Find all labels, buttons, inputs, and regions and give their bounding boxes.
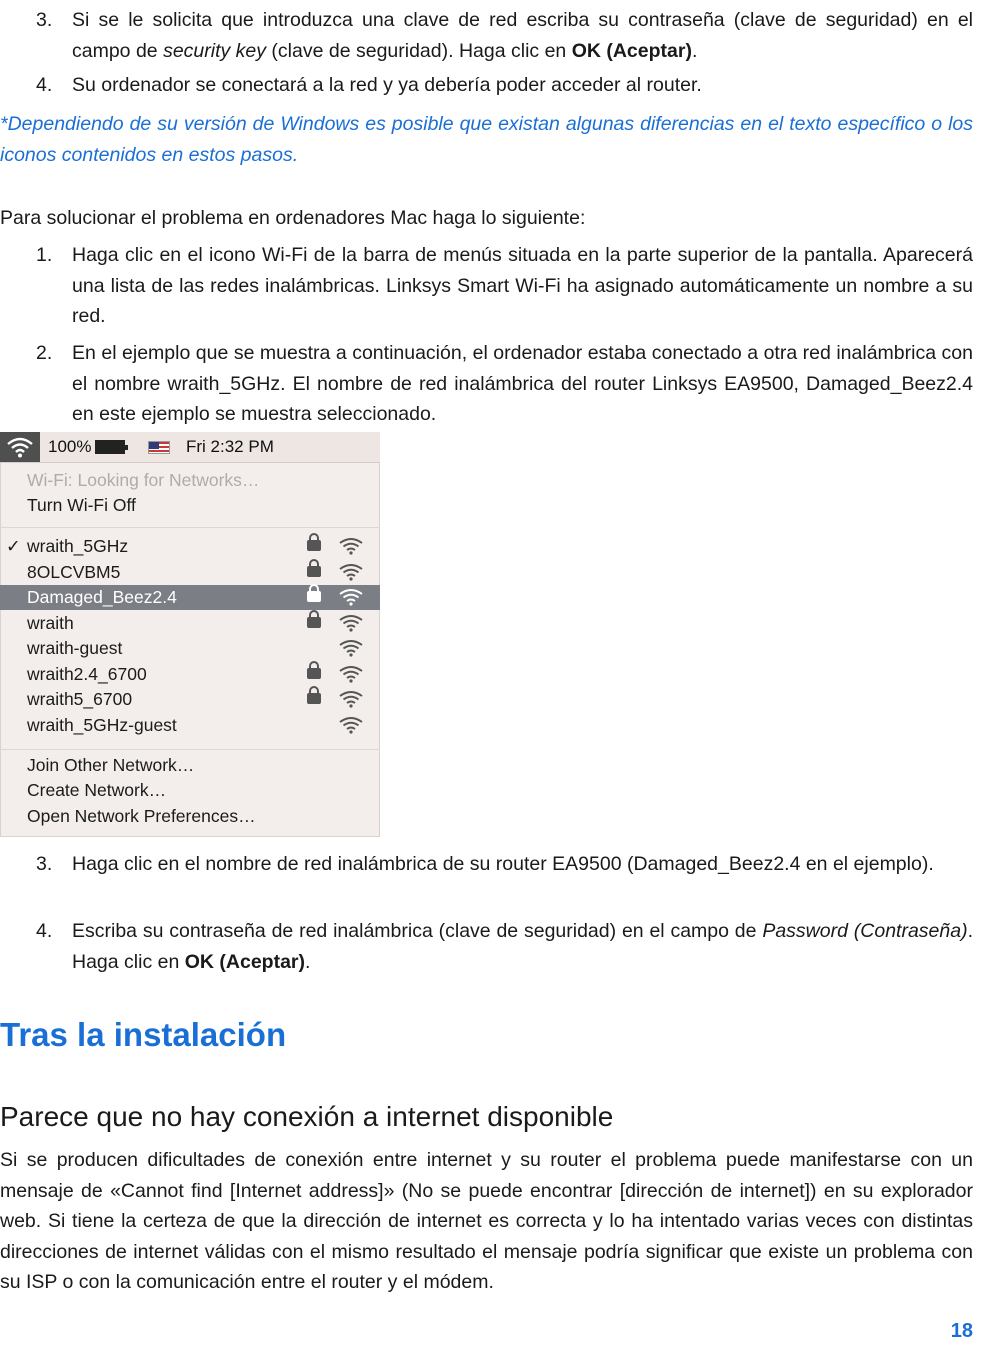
network-item[interactable] xyxy=(0,560,380,585)
create-network-item[interactable]: Create Network… xyxy=(27,780,167,800)
list-text: En el ejemplo que se muestra a continuación, el ordenador estaba conectado a otra red inalámbrica con el nombre wraith_5GHz. El nombre de red inalámbrica del router Linksys EA9500, Damaged_Beez2.4 en este ejemplo se muestra seleccionado. xyxy=(72,342,973,425)
clock[interactable]: Fri 2:32 PM xyxy=(186,437,274,456)
network-item[interactable] xyxy=(0,534,380,559)
wifi-menu-icon[interactable] xyxy=(0,432,40,462)
list-item xyxy=(36,916,973,977)
list-text: Su ordenador se conectará a la red y ya debería poder acceder al router. xyxy=(72,74,702,96)
list-text: Haga clic en el nombre de red inalámbrica de su router EA9500 (Damaged_Beez2.4 en el ejemplo). xyxy=(72,853,934,875)
lock-icon xyxy=(307,617,321,628)
wifi-menu-screenshot xyxy=(0,432,380,837)
wifi-signal-icon xyxy=(338,638,364,658)
list-item xyxy=(36,338,973,430)
network-name: wraith_5GHz xyxy=(27,536,129,556)
network-item[interactable] xyxy=(0,713,380,738)
network-name: wraith-guest xyxy=(27,638,123,658)
list-number: 2. xyxy=(36,342,53,364)
lock-icon xyxy=(307,540,321,551)
network-name: wraith xyxy=(27,612,74,633)
network-name: wraith2.4_6700 xyxy=(27,663,147,684)
section-title: Tras la instalación xyxy=(0,1016,287,1053)
list-number: 3. xyxy=(36,9,53,31)
mac-intro: Para solucionar el problema en ordenadores Mac haga lo siguiente: xyxy=(0,207,586,229)
wifi-signal-icon xyxy=(338,587,364,607)
list-item xyxy=(36,70,973,101)
list-item xyxy=(36,849,973,880)
list-item xyxy=(36,240,973,332)
join-other-network-item[interactable]: Join Other Network… xyxy=(27,755,195,775)
battery-percent: 100% xyxy=(48,437,92,456)
list-number: 1. xyxy=(36,244,53,266)
network-item[interactable] xyxy=(0,585,380,610)
list-number: 4. xyxy=(36,74,53,96)
checkmark-icon: ✓ xyxy=(6,536,21,556)
page-number: 18 xyxy=(950,1320,973,1342)
menu-separator xyxy=(0,749,380,750)
wifi-signal-icon xyxy=(338,613,364,633)
network-name: wraith_5GHz-guest xyxy=(27,714,177,735)
lock-icon xyxy=(307,591,321,602)
mac-menu-bar xyxy=(0,432,380,463)
subsection-title: Parece que no hay conexión a internet disponible xyxy=(0,1101,614,1132)
network-name: wraith5_6700 xyxy=(27,689,133,709)
list-text: Haga clic en el icono Wi-Fi de la barra de menús situada en la parte superior de la pantalla. Aparecerá una lista de las redes inalámbricas. Linksys Smart Wi-Fi ha asignado automáticamente un nombre a su red. xyxy=(72,244,973,327)
network-item[interactable] xyxy=(0,662,380,687)
list-text: Si se le solicita que introduzca una clave de red escriba su contraseña (clave de seguridad) en el campo de security key (clave de seguridad). Haga clic en OK (Aceptar). xyxy=(72,9,973,62)
network-name: 8OLCVBM5 xyxy=(27,561,121,582)
list-text: Escriba su contraseña de red inalámbrica (clave de seguridad) en el campo de Password (Contraseña). Haga clic en OK (Aceptar). xyxy=(72,920,973,973)
wifi-signal-icon xyxy=(338,715,364,735)
battery-icon[interactable] xyxy=(95,440,125,454)
wifi-signal-icon xyxy=(338,689,364,709)
wifi-signal-icon xyxy=(338,562,364,582)
wifi-status: Wi-Fi: Looking for Networks… xyxy=(27,470,260,490)
network-item[interactable] xyxy=(0,611,380,636)
windows-note: *Dependiendo de su versión de Windows es posible que existan algunas diferencias en el texto específico o los iconos contenidos en estos pasos. xyxy=(0,113,973,166)
lock-icon xyxy=(307,693,321,704)
menu-separator xyxy=(0,527,380,528)
us-flag-icon[interactable] xyxy=(148,441,170,454)
network-name: Damaged_Beez2.4 xyxy=(27,587,177,607)
list-number: 4. xyxy=(36,920,53,942)
network-item[interactable] xyxy=(0,687,380,712)
list-number: 3. xyxy=(36,853,53,875)
network-item[interactable] xyxy=(0,636,380,661)
body-paragraph: Si se producen dificultades de conexión entre internet y su router el problema puede manifestarse con un mensaje de «Cannot find [Internet address]» (No se puede encontrar [dirección de internet]) en su explorador web. Si tiene la certeza de que la dirección de internet es correcta y lo ha intentado varias veces con distintas direcciones de internet válidas con el mismo resultado el mensaje podría significar que existe un problema con su ISP o con la comunicación entre el router y el módem. xyxy=(0,1149,973,1293)
turn-wifi-off-item[interactable]: Turn Wi-Fi Off xyxy=(27,495,136,515)
lock-icon xyxy=(307,668,321,679)
wifi-signal-icon xyxy=(338,664,364,684)
open-network-preferences-item[interactable]: Open Network Preferences… xyxy=(27,806,256,826)
lock-icon xyxy=(307,566,321,577)
list-item xyxy=(36,5,973,66)
wifi-signal-icon xyxy=(338,536,364,556)
